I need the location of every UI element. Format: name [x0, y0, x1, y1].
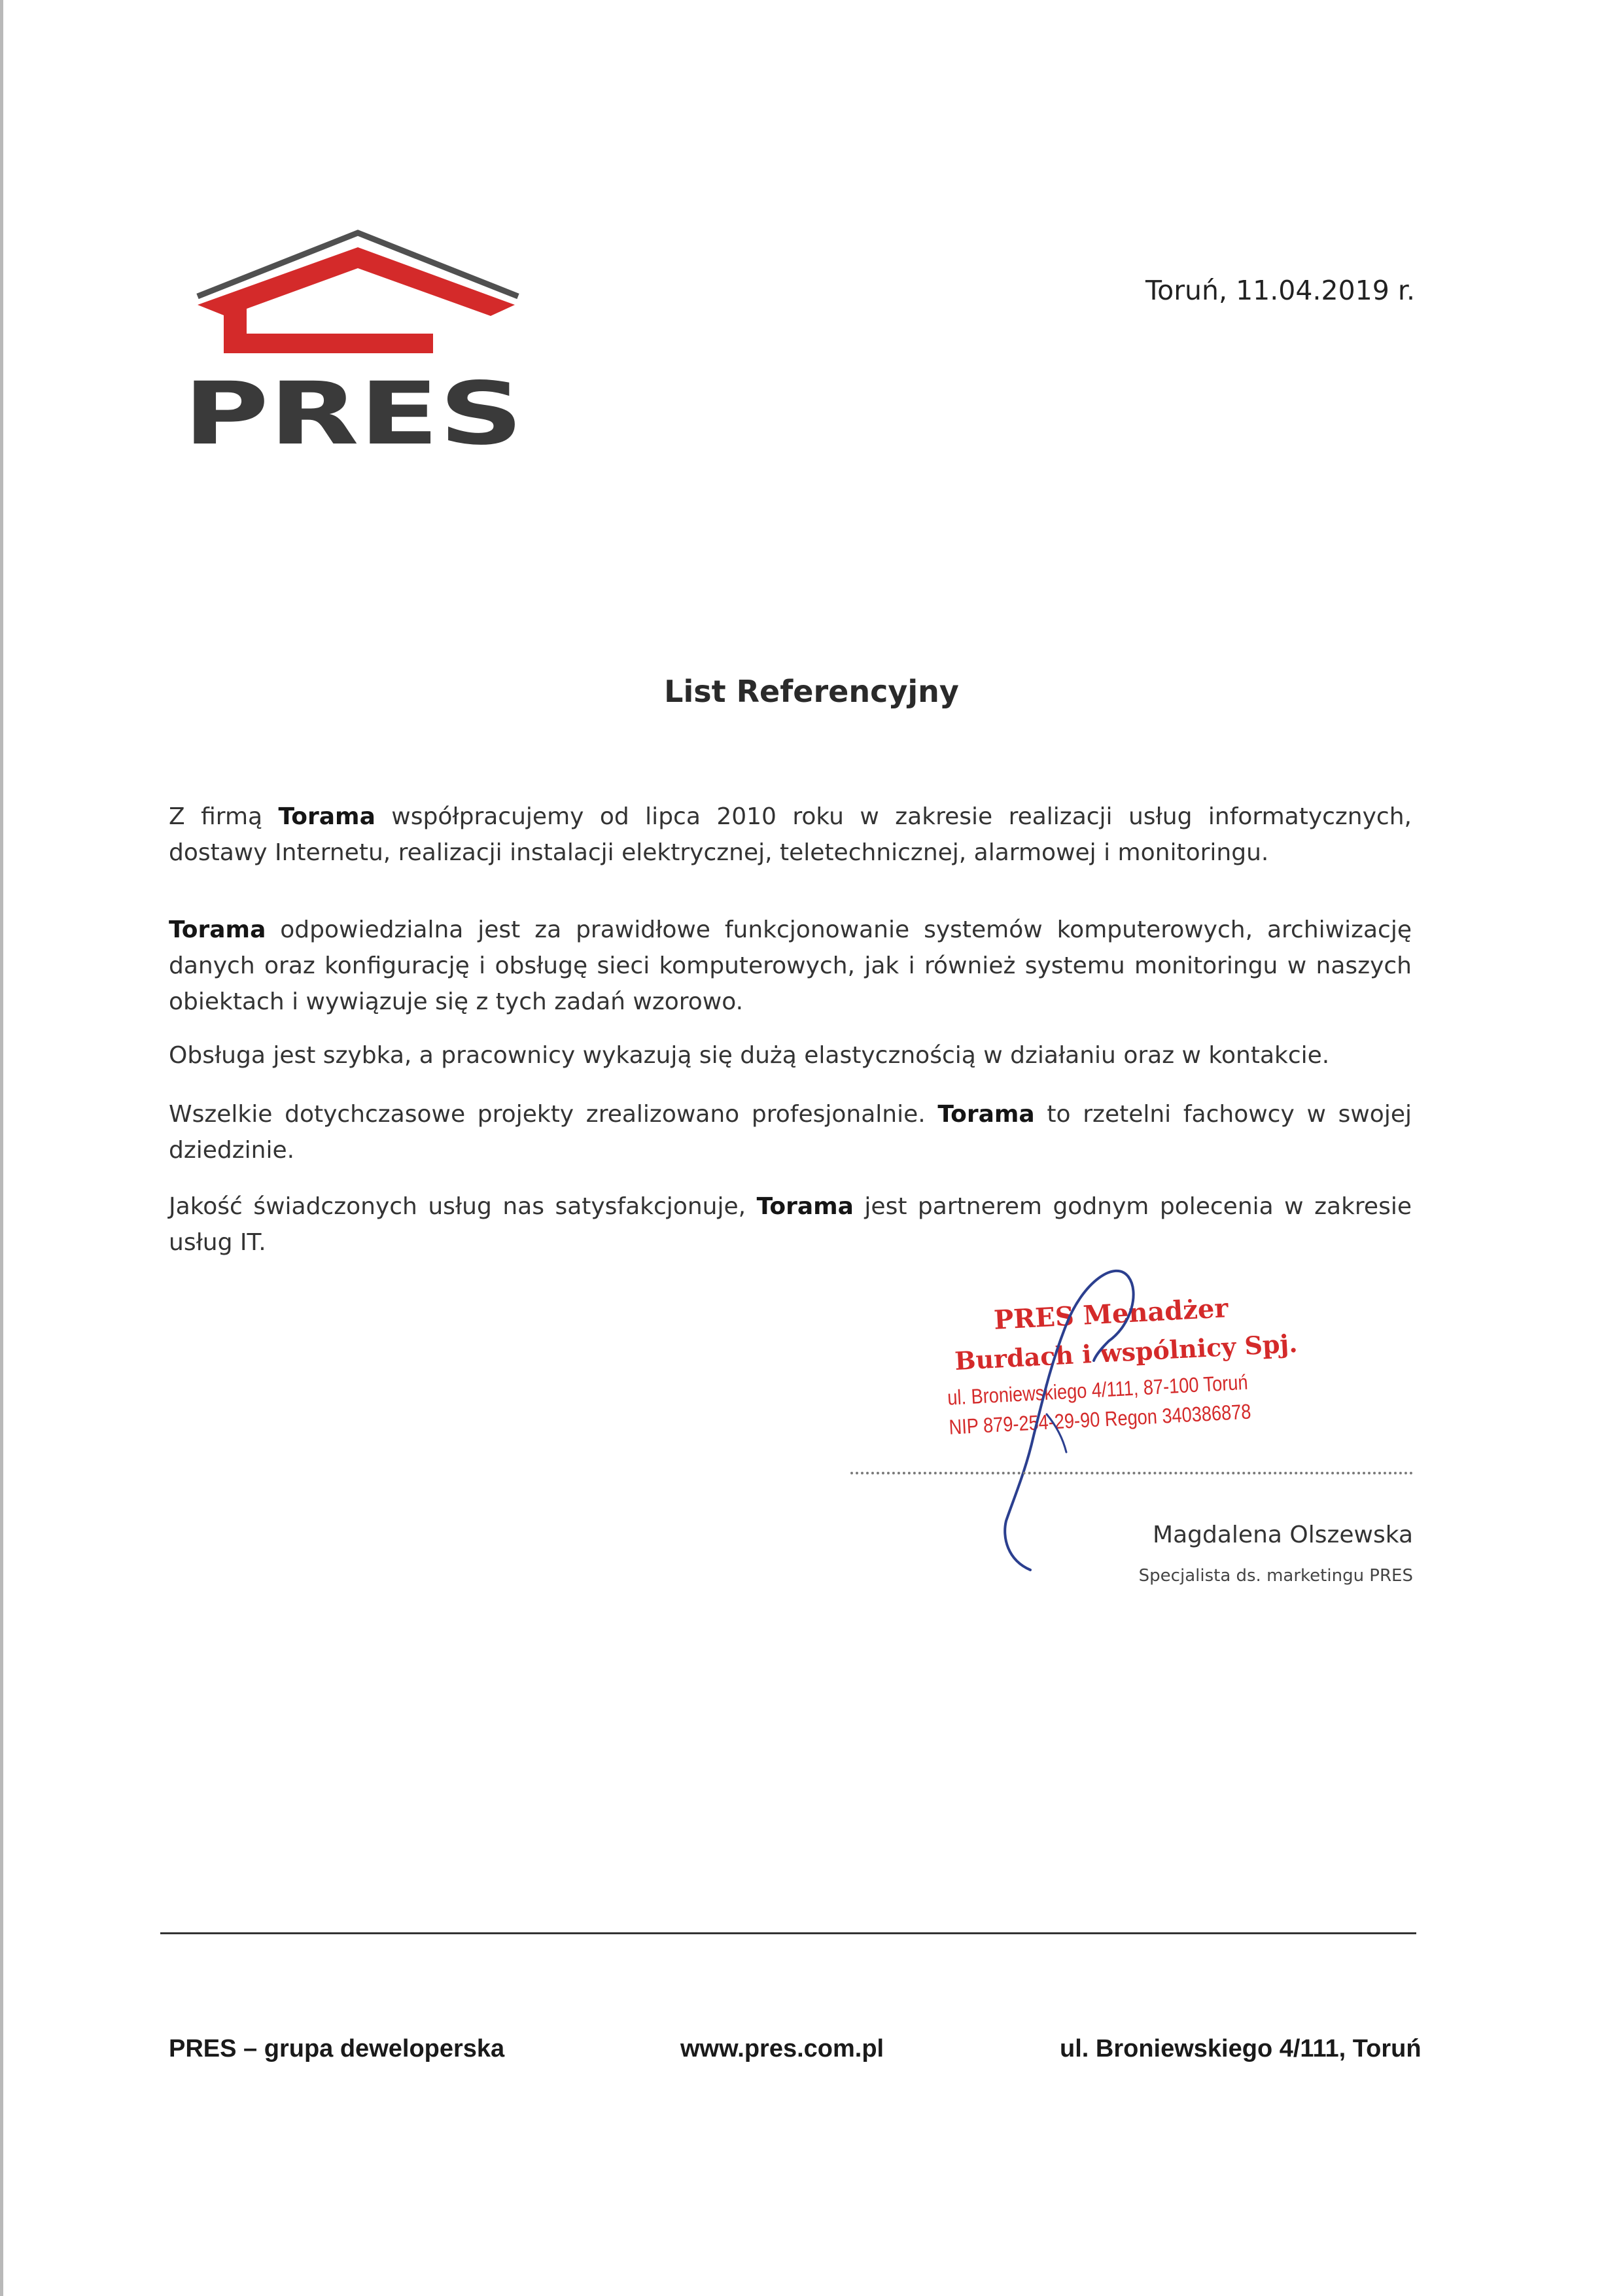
company-name-bold: Torama	[756, 1193, 854, 1220]
company-name-bold: Torama	[169, 916, 266, 943]
pres-logo	[171, 228, 544, 453]
paragraph-text: Obsługa jest szybka, a pracownicy wykazują się dużą elastycznością w działaniu oraz w kontakcie.	[169, 1042, 1330, 1069]
paragraph-text: to rzetelni fachowcy w swojej dziedzinie.	[169, 1101, 1412, 1164]
paragraph-1	[169, 799, 1412, 871]
paragraph-text: jest partnerem godnym polecenia w zakresie usług IT.	[169, 1193, 1412, 1256]
paragraph-5	[169, 1189, 1412, 1261]
paragraph-text: Jakość świadczonych usług nas satysfakcjonuje,	[169, 1193, 757, 1220]
footer-divider	[160, 1932, 1416, 1934]
paragraph-3	[169, 1037, 1412, 1073]
paragraph-text: Wszelkie dotychczasowe projekty zrealizowano profesjonalnie.	[169, 1101, 938, 1128]
stamp-line-ids: NIP 879-254-29-90 Regon 340386878	[948, 1399, 1252, 1439]
paragraph-4	[169, 1096, 1412, 1168]
paragraph-text: odpowiedzialna jest za prawidłowe funkcjonowanie systemów komputerowych, archiwizację danych oraz konfigurację i obsługę sieci komputerowych, jak i również systemu monitoringu w naszych obiektach i wywiązuje się z tych zadań wzorowo.	[169, 916, 1412, 1015]
stamp-line-name: PRES Menadżer	[993, 1293, 1229, 1336]
paragraph-text: Z firmą	[169, 803, 279, 830]
signature-line	[850, 1472, 1413, 1474]
company-name-bold: Torama	[937, 1101, 1035, 1128]
stamp-line-address: ul. Broniewskiego 4/111, 87-100 Toruń	[947, 1370, 1249, 1410]
signer-role: Specjalista ds. marketingu PRES	[1138, 1566, 1413, 1586]
paragraph-text: współpracujemy od lipca 2010 roku w zakresie realizacji usług informatycznych, dostawy Internetu, realizacji instalacji elektrycznej, teletechnicznej, alarmowej i monitoringu.	[169, 803, 1412, 866]
stamp-line-partners: Burdach i wspólnicy Spj.	[954, 1328, 1299, 1376]
footer-website: www.pres.com.pl	[680, 2035, 884, 2062]
footer-address: ul. Broniewskiego 4/111, Toruń	[1060, 2035, 1422, 2062]
document-title: List Referencyjny	[664, 674, 959, 709]
signer-name: Magdalena Olszewska	[1153, 1522, 1413, 1548]
city-date: Toruń, 11.04.2019 r.	[1145, 275, 1415, 306]
page-edge-shadow	[0, 0, 3, 2296]
logo-wordmark: PRES	[183, 364, 523, 453]
company-name-bold: Torama	[278, 803, 375, 830]
paragraph-2	[169, 912, 1412, 1020]
logo-roof-icon	[198, 247, 515, 353]
footer-company: PRES – grupa deweloperska	[169, 2035, 505, 2062]
